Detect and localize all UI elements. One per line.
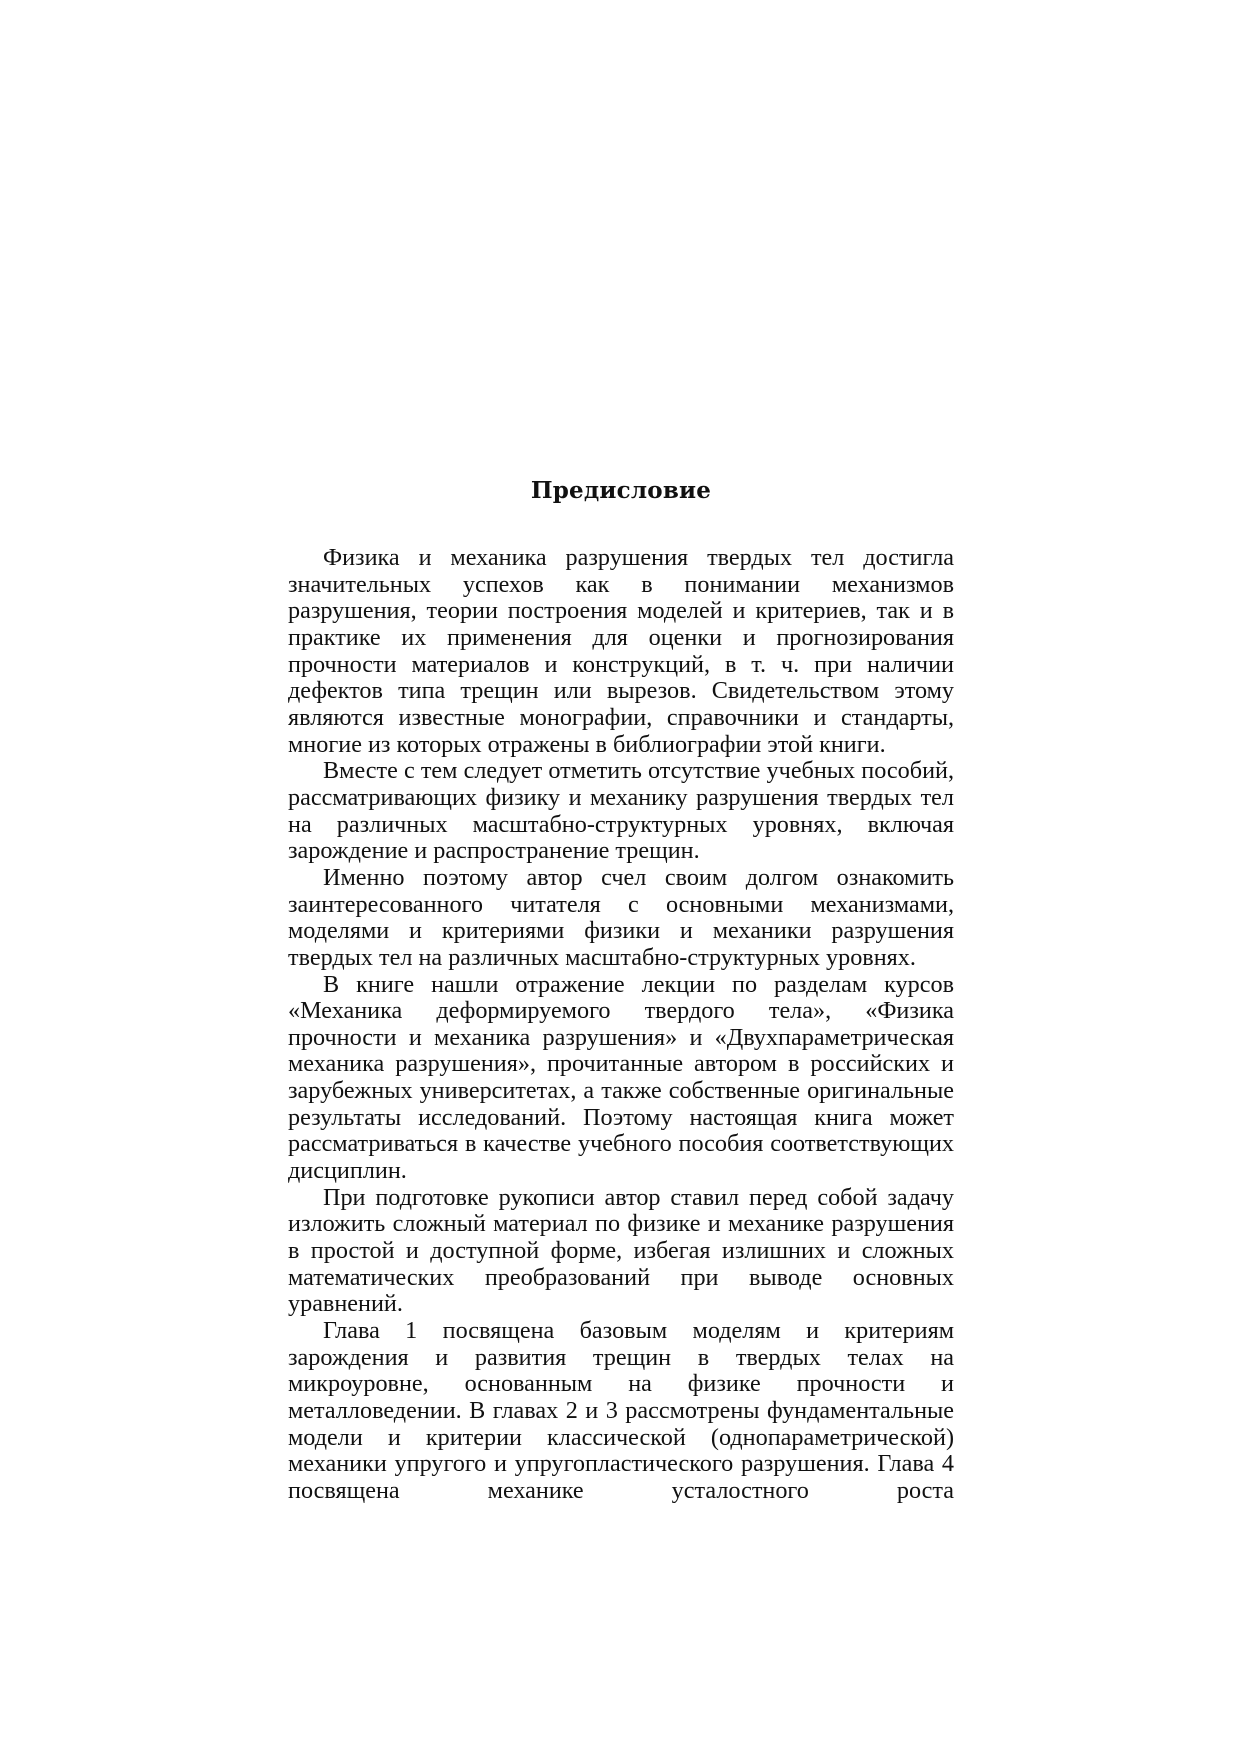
page-title: Предисловие [530, 477, 712, 504]
paragraph: Глава 1 посвящена базовым моделям и критериям зарождения и развития трещин в твердых телах на микроуровне, основанным на физике прочности и металловедении. В главах 2 и 3 рассмотрены фундаментальные модели и критерии классической (однопараметрической) механики упругого и упругопластического разрушения. Глава 4 посвящена механике усталостного роста [288, 1317, 954, 1504]
paragraph: Физика и механика разрушения твердых тел достигла значительных успехов как в понимании механизмов разрушения, теории построения моделей и критериев, так и в практике их применения для оценки и прогнозирования прочности материалов и конструкций, в т. ч. при наличии дефектов типа трещин или вырезов. Свидетельством этому являются известные монографии, справочники и стандарты, многие из которых отражены в библиографии этой книги. [288, 544, 954, 758]
paragraph: Вместе с тем следует отметить отсутствие учебных пособий, рассматривающих физику и механику разрушения твердых тел на различных масштабно-структурных уровнях, включая зарождение и распространение трещин. [288, 757, 954, 865]
paragraph: При подготовке рукописи автор ставил перед собой задачу изложить сложный материал по физике и механике разрушения в простой и доступной форме, избегая излишних и сложных математических преобразований при выводе основных уравнений. [288, 1183, 954, 1318]
preface-body [288, 545, 954, 1505]
paragraph: Именно поэтому автор счел своим долгом ознакомить заинтересованного читателя с основными механизмами, моделями и критериями физики и механики разрушения твердых тел на различных масштабно-структурных уровнях. [288, 863, 954, 971]
paragraph: В книге нашли отражение лекции по разделам курсов «Механика деформируемого твердого тела», «Физика прочности и механика разрушения» и «Двухпараметрическая механика разрушения», прочитанные автором в российских и зарубежных университетах, а также собственные оригинальные результаты исследований. Поэтому настоящая книга может рассматриваться в качестве учебного пособия соответствующих дисциплин. [288, 970, 954, 1185]
